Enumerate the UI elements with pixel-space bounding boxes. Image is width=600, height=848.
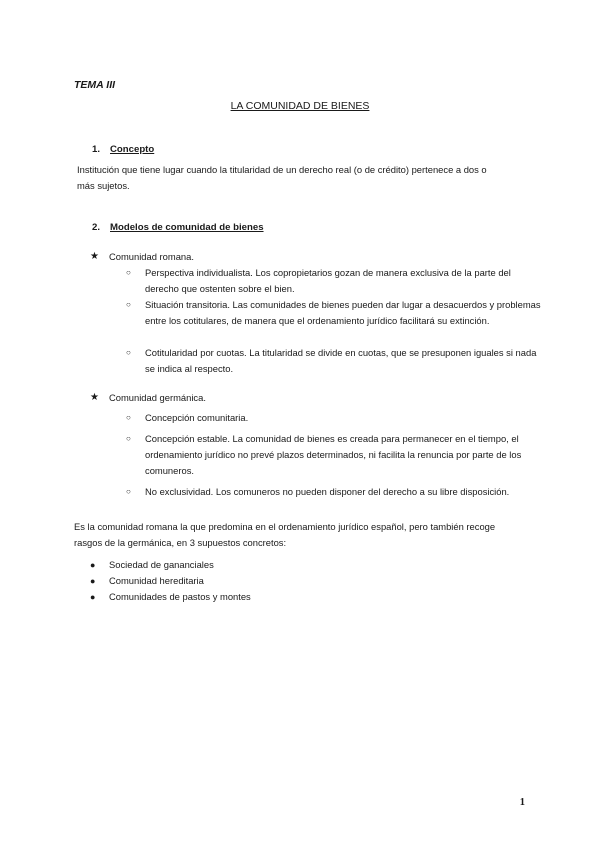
section-1-heading bbox=[92, 144, 154, 155]
closing-paragraph bbox=[74, 519, 495, 551]
section-1-number: 1. bbox=[92, 144, 101, 155]
germanica-item-3-text: No exclusividad. Los comuneros no pueden disponer del derecho a su libre disposición. bbox=[145, 486, 510, 497]
section-1-title: Concepto bbox=[110, 144, 155, 155]
circle-bullet-icon: ○ bbox=[126, 300, 131, 309]
section-2-title: Modelos de comunidad de bienes bbox=[110, 222, 264, 233]
germanica-item-2-text: Concepción estable. La comunidad de bienes es creada para permanecer en el tiempo, el ordenamiento jurídico no prevé plazos determinados, ni facilita la renuncia por parte de los comuneros. bbox=[145, 433, 522, 476]
closing-paragraph-line-2: rasgos de la germánica, en 3 supuestos concretos: bbox=[74, 537, 287, 548]
romana-item-2 bbox=[126, 297, 546, 329]
germanica-item-3 bbox=[126, 484, 546, 500]
supuesto-item-3-text: Comunidades de pastos y montes bbox=[109, 591, 251, 602]
supuesto-item-2-text: Comunidad hereditaria bbox=[109, 575, 204, 586]
circle-bullet-icon: ○ bbox=[126, 413, 131, 422]
supuesto-item-1-text: Sociedad de gananciales bbox=[109, 559, 214, 570]
circle-bullet-icon: ○ bbox=[126, 487, 131, 496]
page-title: LA COMUNIDAD DE BIENES bbox=[230, 100, 370, 112]
star-bullet-icon: ★ bbox=[90, 392, 99, 403]
circle-bullet-icon: ○ bbox=[126, 348, 131, 357]
romana-item-1-text: Perspectiva individualista. Los copropietarios gozan de manera exclusiva de la parte del derecho que ostenten sobre el bien. bbox=[145, 267, 511, 294]
germanica-item-1 bbox=[126, 410, 546, 426]
section-1-paragraph bbox=[77, 162, 487, 194]
circle-bullet-icon: ○ bbox=[126, 434, 131, 443]
page-number: 1 bbox=[519, 797, 525, 808]
romana-item-3-text: Cotitularidad por cuotas. La titularidad se divide en cuotas, que se presuponen iguales si nada se indica al respecto. bbox=[145, 347, 537, 374]
section-1-paragraph-line-1: Institución que tiene lugar cuando la titularidad de un derecho real (o de crédito) pertenece a dos o bbox=[77, 164, 487, 175]
section-2-number: 2. bbox=[92, 222, 101, 233]
dot-bullet-icon: ● bbox=[90, 576, 96, 586]
dot-bullet-icon: ● bbox=[90, 560, 96, 570]
comunidad-germanica-label: Comunidad germánica. bbox=[109, 392, 206, 403]
dot-bullet-icon: ● bbox=[90, 592, 96, 602]
romana-item-3 bbox=[126, 345, 546, 377]
section-1-paragraph-line-2: más sujetos. bbox=[77, 180, 130, 191]
closing-paragraph-line-1: Es la comunidad romana la que predomina en el ordenamiento jurídico español, pero también recoge bbox=[74, 521, 496, 532]
romana-item-2-text: Situación transitoria. Las comunidades de bienes pueden dar lugar a desacuerdos y problemas entre los cotitulares, de manera que el ordenamiento jurídico facilitará su extinción. bbox=[145, 299, 541, 326]
star-bullet-icon: ★ bbox=[90, 251, 99, 262]
germanica-item-2 bbox=[126, 431, 546, 479]
section-2-heading bbox=[92, 222, 264, 233]
germanica-item-1-text: Concepción comunitaria. bbox=[145, 412, 249, 423]
tema-label: TEMA III bbox=[74, 79, 116, 91]
comunidad-romana-label: Comunidad romana. bbox=[109, 251, 194, 262]
romana-item-1 bbox=[126, 265, 546, 297]
circle-bullet-icon: ○ bbox=[126, 268, 131, 277]
